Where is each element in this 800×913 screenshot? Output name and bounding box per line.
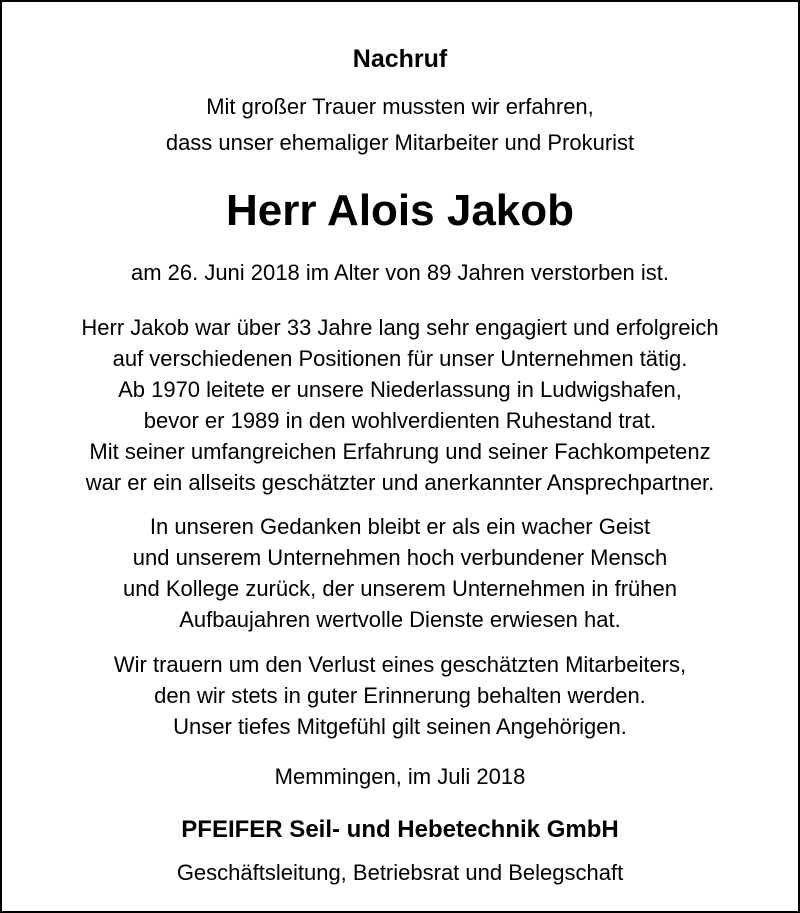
- company-name: PFEIFER Seil- und Hebetechnik GmbH: [181, 816, 619, 843]
- paragraph3-line-1: Wir trauern um den Verlust eines geschätzten Mitarbeiters,: [113, 652, 687, 677]
- death-line: am 26. Juni 2018 im Alter von 89 Jahren verstorben ist.: [130, 260, 670, 285]
- deceased-name: Herr Alois Jakob: [225, 186, 575, 235]
- paragraph1-line-3: Ab 1970 leitete er unsere Niederlassung in Ludwigshafen,: [118, 377, 682, 402]
- paragraph3-line-2: den wir stets in guter Erinnerung behalten werden.: [154, 683, 646, 708]
- paragraph1-line-2: auf verschiedenen Positionen für unser Unternehmen tätig.: [112, 346, 688, 371]
- intro-line-1: Mit großer Trauer mussten wir erfahren,: [206, 94, 594, 119]
- place-date: Memmingen, im Juli 2018: [274, 764, 526, 789]
- paragraph2-line-4: Aufbaujahren wertvolle Dienste erwiesen hat.: [179, 607, 621, 632]
- paragraph2-line-1: In unseren Gedanken bleibt er als ein wacher Geist: [149, 514, 651, 539]
- paragraph1-line-6: war er ein allseits geschätzter und anerkannter Ansprechpartner.: [85, 470, 715, 495]
- paragraph1-line-5: Mit seiner umfangreichen Erfahrung und seiner Fachkompetenz: [89, 439, 711, 464]
- paragraph2-line-3: und Kollege zurück, der unserem Unternehmen in frühen: [123, 576, 677, 601]
- intro-line-2: dass unser ehemaliger Mitarbeiter und Prokurist: [165, 130, 635, 155]
- paragraph1-line-1: Herr Jakob war über 33 Jahre lang sehr engagiert und erfolgreich: [81, 315, 719, 340]
- paragraph3-line-3: Unser tiefes Mitgefühl gilt seinen Angehörigen.: [173, 714, 627, 739]
- paragraph1-line-4: bevor er 1989 in den wohlverdienten Ruhestand trat.: [143, 408, 657, 433]
- notice-title: Nachruf: [352, 45, 448, 73]
- paragraph2-line-2: und unserem Unternehmen hoch verbundener Mensch: [132, 545, 668, 570]
- signatories: Geschäftsleitung, Betriebsrat und Belegschaft: [176, 860, 624, 885]
